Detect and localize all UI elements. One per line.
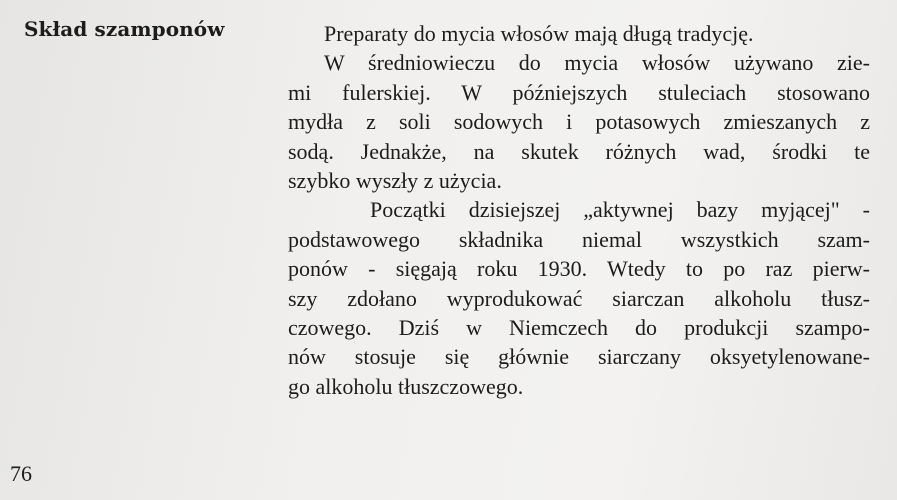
text-line: czowego. Dziś w Niemczech do produkcji szampo- (288, 314, 870, 340)
text-line: podstawowego składnika niemal wszystkich szam- (288, 226, 870, 252)
text-line: szybko wyszły z użycia. (288, 167, 502, 193)
text-line: sodą. Jednakże, na skutek różnych wad, środki te (288, 138, 870, 164)
section-heading: Skład szamponów (24, 17, 225, 41)
text-line: Początki dzisiejszej „aktywnej bazy myjącej" - (370, 197, 870, 223)
page-number: 76 (10, 461, 32, 486)
text-line: Preparaty do mycia włosów mają długą tradycję. (324, 21, 754, 46)
text-line: W średniowieczu do mycia włosów używano zie- (324, 50, 870, 76)
text-line: nów stosuje się głównie siarczany oksyetylenowane- (288, 344, 870, 370)
text-line: go alkoholu tłuszczowego. (288, 373, 524, 399)
text-line: szy zdołano wyprodukować siarczan alkoholu tłusz- (288, 285, 870, 311)
text-line: mi fulerskiej. W późniejszych stuleciach stosowano (288, 79, 870, 105)
text-line: ponów - sięgają roku 1930. Wtedy to po raz pierw- (288, 256, 870, 282)
text-line: mydła z soli sodowych i potasowych zmieszanych z (288, 109, 870, 135)
body-text (288, 19, 870, 401)
